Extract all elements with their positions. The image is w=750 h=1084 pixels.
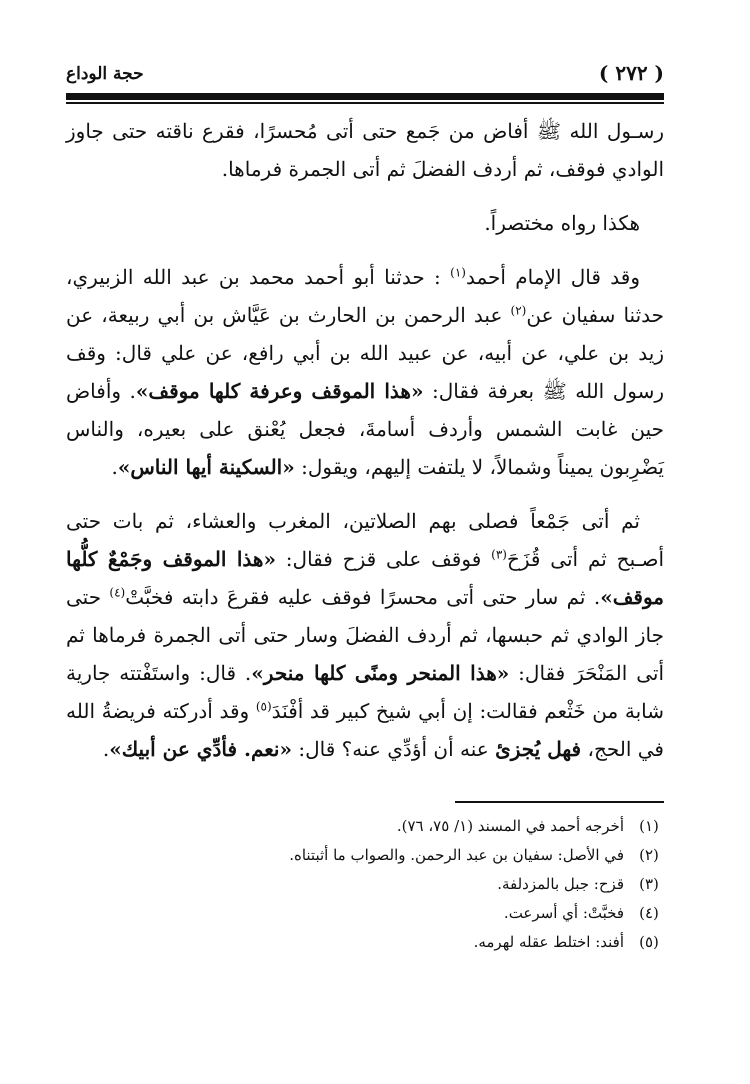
paragraph-1: رسـول الله ﷺ أفاض من جَمع حتى أتى مُحسرًا، فقرع ناقته حتى جاوز الوادي فوقف، ثم أردف الفضلَ ثم أتى الجمرة فرماها. [66,119,664,181]
paragraph-2: هكذا رواه مختصراً. [484,211,640,235]
header-rule-thin [66,102,664,104]
footnote-ref-2[interactable]: (٢) [510,303,527,318]
footnotes [66,812,664,957]
footnote-number: (٣) [639,875,659,893]
footnote-text: في الأصل: سفيان بن عبد الرحمن. والصواب ما أثبتناه. [289,846,624,864]
footnote-text: فخبَّتْ: أي أسرعت. [503,904,624,922]
hadith-quote: «نعم. فأدِّي عن أبيك» [109,737,292,761]
footnote-ref-3[interactable]: (٣) [491,547,507,562]
hadith-quote: «السكينة أيها الناس» [117,455,295,479]
footnote-5 [66,928,664,957]
hadith-quote: فهل يُجزئ [495,737,582,761]
hadith-quote: «هذا المنحر ومنًى كلها منحر» [251,661,510,685]
paragraph-3: وقد قال الإمام أحمد$^{(١)}$ : حدثنا أبو أحمد محمد بن عبد الله الزبيري، حدثنا سفيان عن$^{(٢)}$ عبد الرحمن بن الحارث بن عَيَّاش بن أبي ربيعة، عن زيد بن علي، عن أبيه، عن عبيد الله بن أبي رافع، عن علي قال: وقف رسول الله ﷺ بعرفة فقال: «هذا الموقف وعرفة كلها موقف». وأفاض حين غابت الشمس وأردف أسامةَ، فجعل يُعْنق على بعيره، والناس يَضْرِبون يميناً وشمالاً، لا يلتفت إليهم، ويقول: «السكينة أيها الناس». [66,265,665,479]
main-text [66,112,664,768]
footnote-text: أخرجه أحمد في المسند (١/ ٧٥، ٧٦). [396,817,624,835]
footnote-text: أفند: اختلط عقله لهرمه. [473,933,624,951]
footnote-2 [66,841,664,870]
footnote-4 [66,899,664,928]
hadith-quote: «هذا الموقف وجَمْعٌ كلُّها موقف» [66,547,664,609]
running-title: حجة الوداع [66,64,144,84]
paragraph-4: ثم أتى جَمْعاً فصلى بهم الصلاتين، المغرب والعشاء، ثم بات حتى أصـبح ثم أتى قُزَحَ$^{(٣)}$ فوقف على قزح فقال: «هذا الموقف وجَمْعٌ كلُّها موقف». ثم سار حتى أتى محسرًا فوقف عليه فقرعَ دابته فخبَّتْ$^{(٤)}$ حتى جاز الوادي ثم حبسها، ثم أردف الفضلَ وسار حتى أتى الجمرة فرماها ثم أتى المَنْحَرَ فقال: «هذا المنحر ومنًى كلها منحر». قال: واستَفْتته جارية شابة من خَثْعم فقالت: إن أبي شيخ كبير قد أفْنَدَ$^{(٥)}$ وقد أدركته فريضةُ الله في الحج، فهل يُجزئ عنه أن أؤدِّي عنه؟ قال: «نعم. فأدِّي عن أبيك». [66,509,665,761]
footnote-text: قزح: جبل بالمزدلفة. [497,875,624,893]
footnote-ref-1[interactable]: (١) [450,265,466,280]
footnote-1 [66,812,664,841]
footnote-number: (٤) [639,904,659,922]
page-number: ( ٢٧٢ ) [598,61,664,85]
footnote-ref-4[interactable]: (٤) [109,585,126,600]
footnote-number: (١) [639,817,659,835]
footnote-3 [66,870,664,899]
page-header [66,60,664,90]
footnote-number: (٥) [639,933,659,951]
footnote-ref-5[interactable]: (٥) [255,699,272,714]
footnote-separator [455,801,664,803]
footnote-number: (٢) [639,846,659,864]
header-rule-thick [66,93,664,100]
hadith-quote: «هذا الموقف وعرفة كلها موقف» [135,379,424,403]
